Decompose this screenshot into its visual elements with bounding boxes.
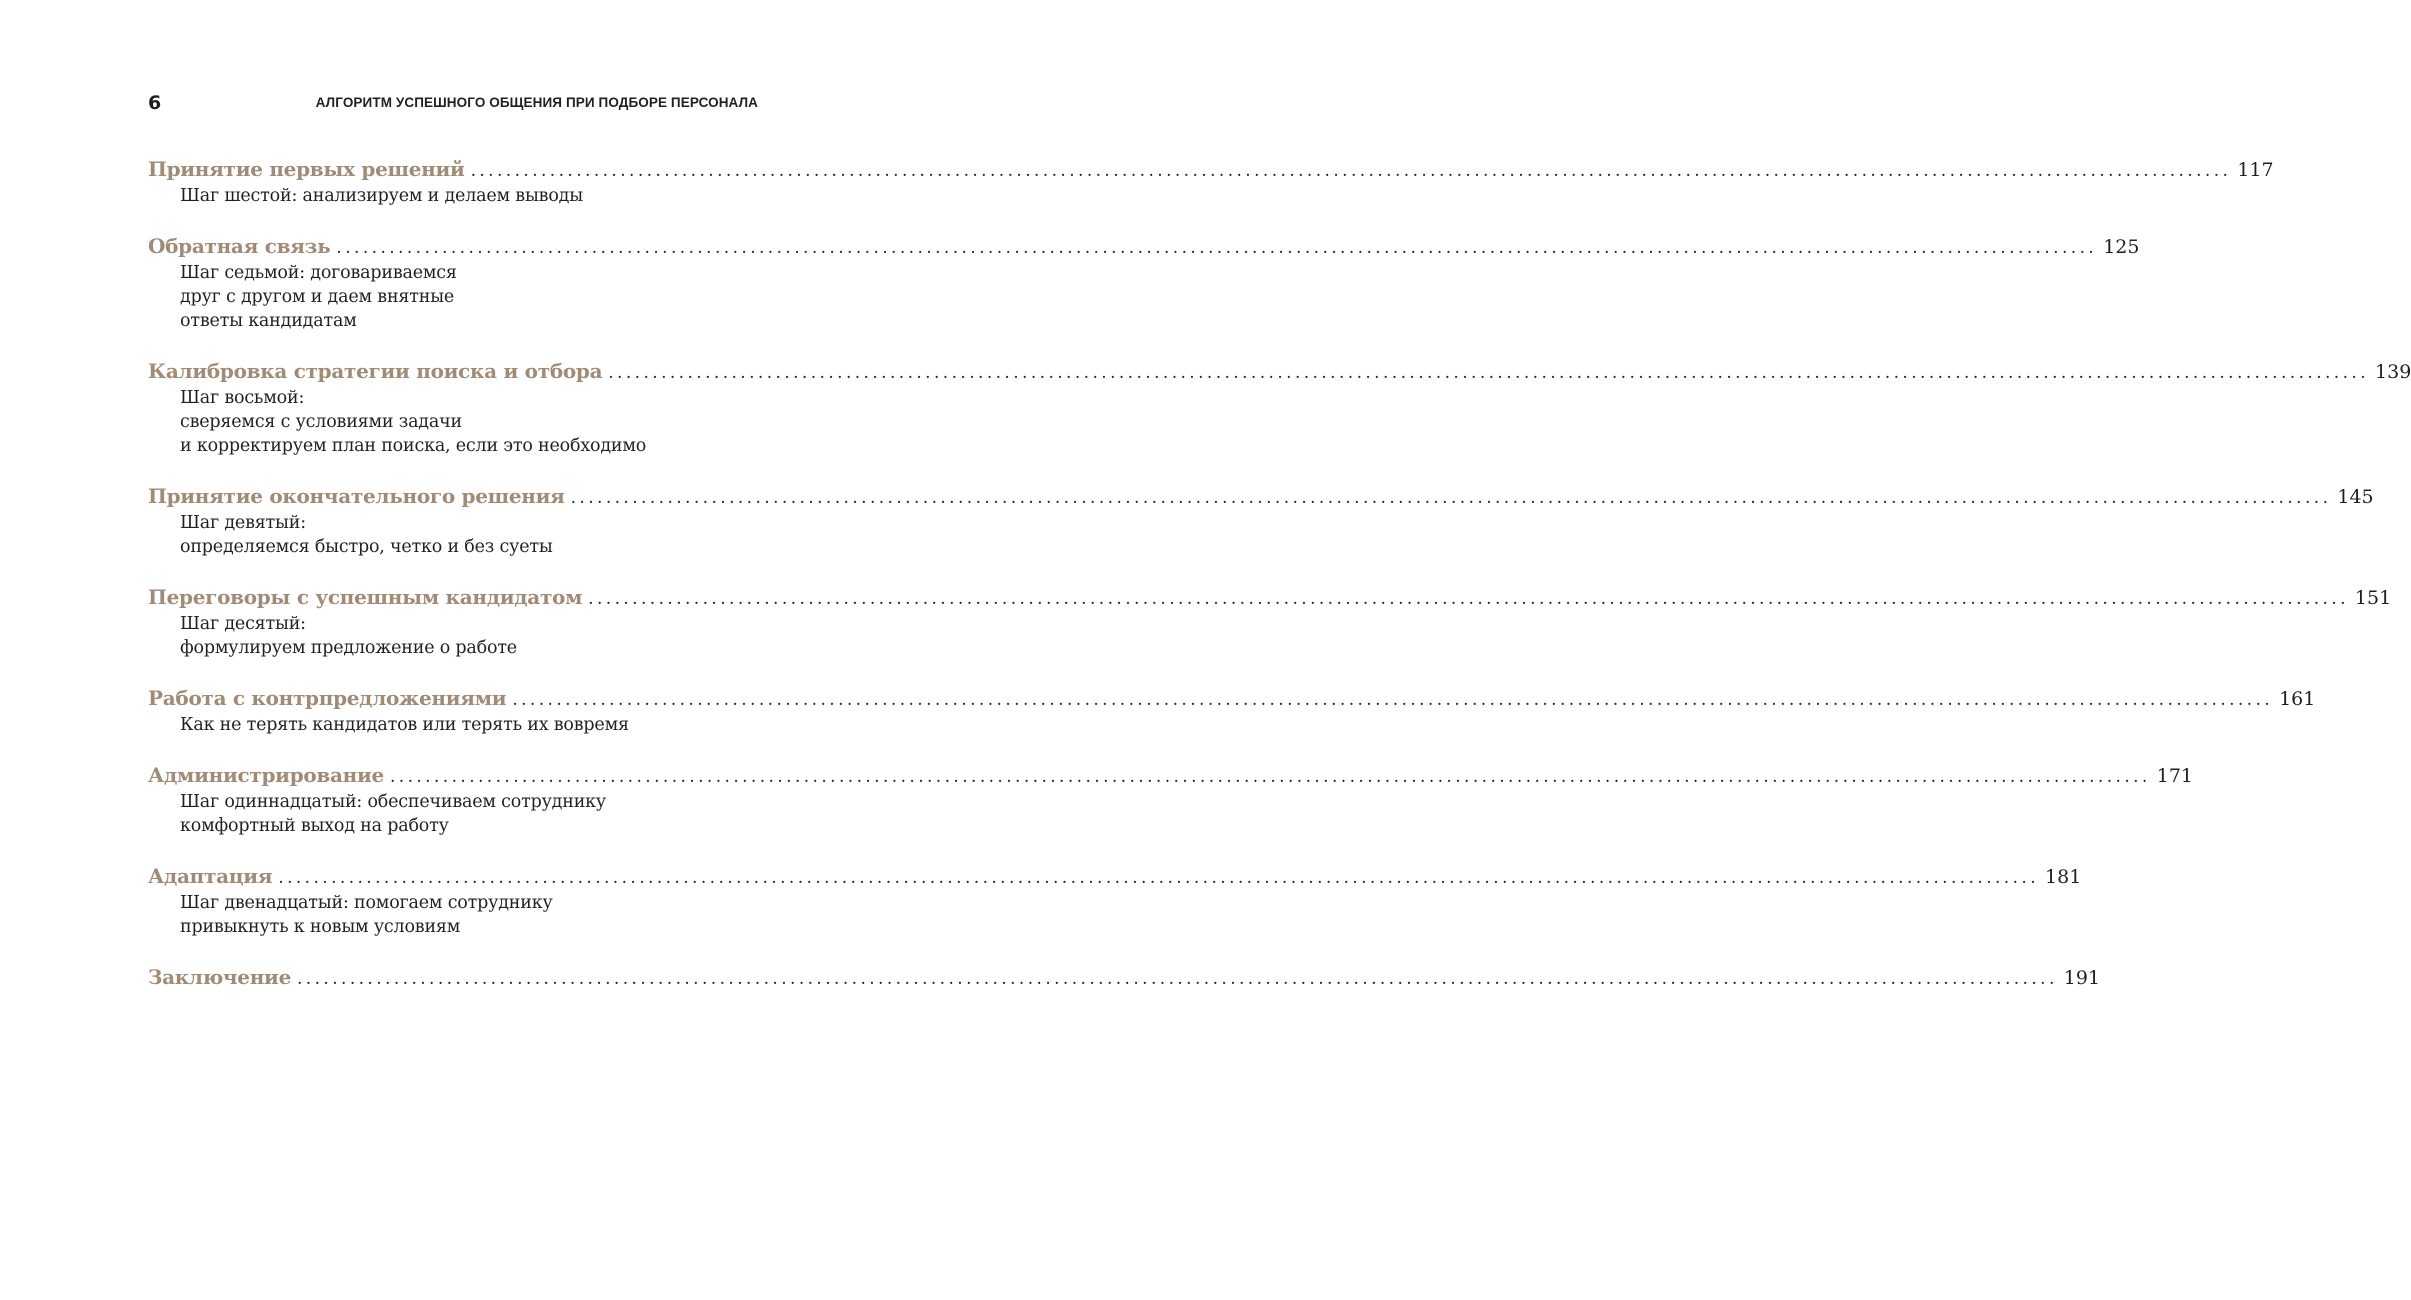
- toc-entry-description-line: Шаг седьмой: договариваемся: [180, 263, 457, 283]
- toc-entry-description: [180, 891, 756, 939]
- toc-entry-description-line: Шаг двенадцатый: помогаем сотруднику: [180, 893, 553, 913]
- toc-entry-page-number: 125: [2103, 236, 2140, 258]
- toc-entry: [148, 862, 2082, 939]
- toc-entry-description-line: ответы кандидатам: [180, 311, 357, 331]
- table-of-contents: [148, 155, 2411, 1016]
- toc-entry-page-number: 139: [2375, 361, 2411, 383]
- toc-entry-description-line: Шаг шестой: анализируем и делаем выводы: [180, 186, 583, 206]
- toc-entry-heading-row: [148, 583, 2392, 612]
- toc-entry: [148, 684, 2316, 737]
- toc-entry-heading-row: [148, 482, 2374, 511]
- toc-entry-title: Администрирование: [148, 763, 384, 787]
- toc-entry-description: [180, 386, 756, 458]
- toc-entry-heading-row: [148, 761, 2193, 790]
- toc-entry-description: [180, 511, 756, 559]
- toc-entry-description-line: комфортный выход на работу: [180, 816, 449, 836]
- dot-leader: ........................................................................................................................................................................................................: [470, 161, 2232, 181]
- dot-leader: ........................................................................................................................................................................................................: [389, 767, 2151, 787]
- running-title: АЛГОРИТМ УСПЕШНОГО ОБЩЕНИЯ ПРИ ПОДБОРЕ ПЕРСОНАЛА: [315, 95, 758, 110]
- dot-leader: ........................................................................................................................................................................................................: [588, 589, 2349, 609]
- toc-entry: [148, 761, 2193, 838]
- toc-entry-description-line: и корректируем план поиска, если это необходимо: [180, 436, 647, 456]
- toc-entry-description-line: привыкнуть к новым условиям: [180, 917, 461, 937]
- dot-leader: ........................................................................................................................................................................................................: [608, 363, 2370, 383]
- toc-entry-description-line: сверяемся с условиями задачи: [180, 412, 462, 432]
- toc-entry-title: Адаптация: [148, 864, 273, 888]
- toc-entry-description-line: Шаг одиннадцатый: обеспечиваем сотруднику: [180, 792, 607, 812]
- toc-entry-description-line: Как не терять кандидатов или терять их вовремя: [180, 715, 629, 735]
- toc-entry-title: Калибровка стратегии поиска и отбора: [148, 359, 603, 383]
- toc-entry-description: [180, 790, 756, 838]
- toc-entry: [148, 482, 2374, 559]
- toc-entry-page-number: 117: [2237, 159, 2274, 181]
- toc-entry-title: Принятие окончательного решения: [148, 484, 565, 508]
- toc-entry-page-number: 181: [2045, 866, 2082, 888]
- toc-entry-page-number: 161: [2279, 688, 2316, 710]
- toc-entry-page-number: 171: [2156, 765, 2193, 787]
- toc-entry-description: [180, 713, 756, 737]
- toc-entry-heading-row: [148, 963, 2101, 992]
- toc-entry: [148, 357, 2411, 458]
- page-header: [148, 92, 758, 116]
- toc-entry-description-line: Шаг десятый:: [180, 614, 306, 634]
- dot-leader: ........................................................................................................................................................................................................: [278, 868, 2040, 888]
- toc-entry-page-number: 191: [2063, 967, 2101, 989]
- toc-entry-page-number: 145: [2337, 486, 2374, 508]
- toc-entry-description: [180, 184, 756, 208]
- dot-leader: ........................................................................................................................................................................................................: [512, 690, 2274, 710]
- toc-entry-description-line: определяемся быстро, четко и без суеты: [180, 537, 553, 557]
- toc-entry-description-line: формулируем предложение о работе: [180, 638, 517, 658]
- toc-entry: [148, 232, 2140, 333]
- page-number: 6: [148, 92, 162, 114]
- toc-entry-heading-row: [148, 155, 2274, 184]
- toc-entry-page-number: 151: [2354, 587, 2392, 609]
- toc-entry-heading-row: [148, 357, 2411, 386]
- toc-entry-description-line: Шаг девятый:: [180, 513, 306, 533]
- toc-entry-description: [180, 261, 756, 333]
- toc-entry-description-line: Шаг восьмой:: [180, 388, 305, 408]
- toc-entry: [148, 155, 2274, 208]
- toc-entry-title: Обратная связь: [148, 234, 331, 258]
- toc-entry-description: [180, 612, 756, 660]
- toc-entry: [148, 963, 2101, 992]
- toc-entry-heading-row: [148, 232, 2140, 261]
- toc-entry-heading-row: [148, 862, 2082, 891]
- toc-entry-title: Заключение: [148, 965, 291, 989]
- toc-entry-description-line: друг с другом и даем внятные: [180, 287, 455, 307]
- toc-entry-heading-row: [148, 684, 2316, 713]
- dot-leader: ........................................................................................................................................................................................................: [297, 969, 2058, 989]
- toc-entry-title: Принятие первых решений: [148, 157, 465, 181]
- toc-entry-title: Переговоры с успешным кандидатом: [148, 585, 583, 609]
- dot-leader: ........................................................................................................................................................................................................: [570, 488, 2332, 508]
- dot-leader: ........................................................................................................................................................................................................: [336, 238, 2098, 258]
- toc-entry-title: Работа с контрпредложениями: [148, 686, 507, 710]
- toc-entry: [148, 583, 2392, 660]
